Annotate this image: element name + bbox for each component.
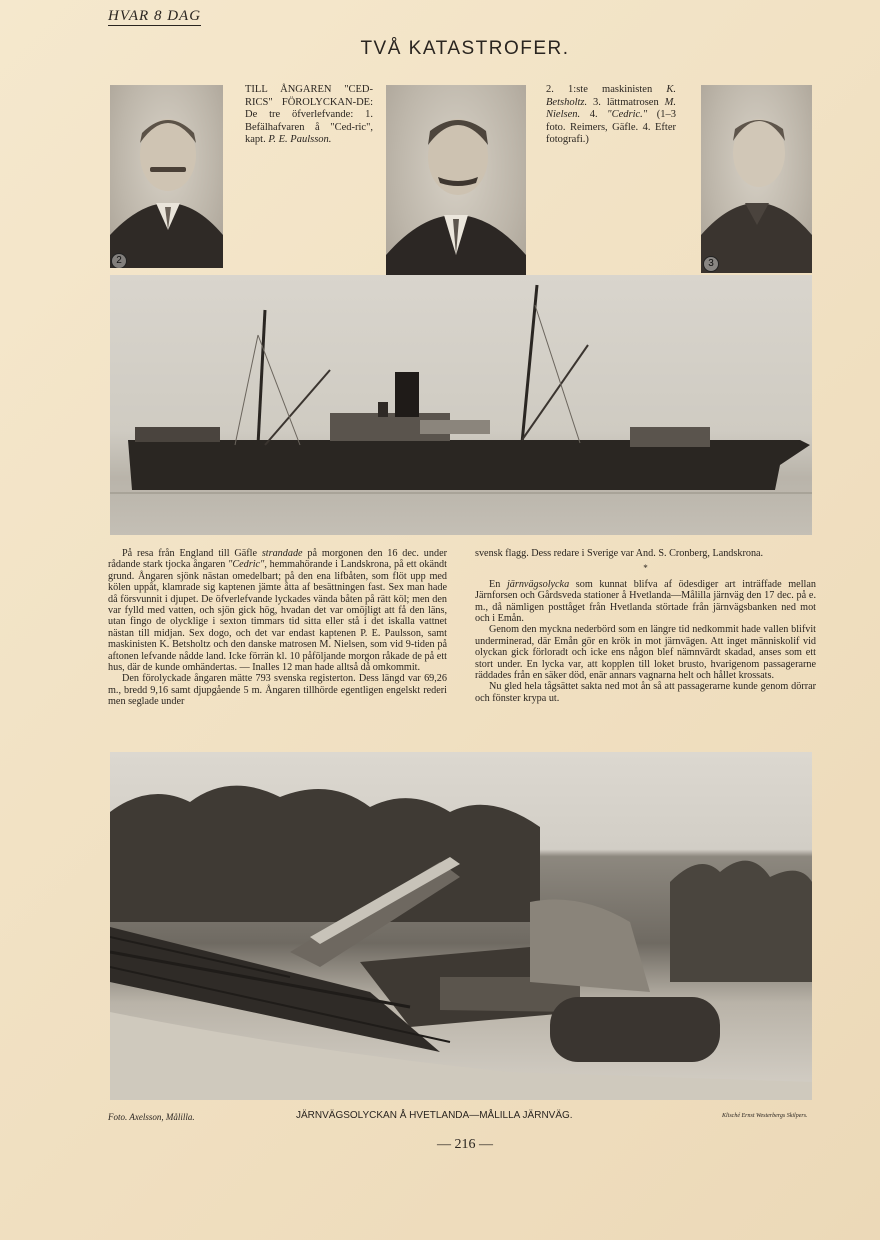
portrait-caption-left [245, 84, 373, 147]
portrait-nielsen [701, 85, 812, 273]
page-number: — 216 — [437, 1137, 493, 1152]
text-run-italic: järnvägsolycka [506, 578, 570, 590]
portrait-drawing [386, 85, 526, 293]
section-divider-star: * [643, 563, 648, 574]
portrait-drawing [110, 85, 223, 268]
text-run: som kunnat blifva af ödesdiger art inträffade mellan Järnforsen och Gårdsveda stationer å Hvetlanda—Målilla järnväg den 17 dec. på e. m., då nämligen posttåget från Hvetlanda störtade från järnvägsbanken ned mot och i Emån. [475, 578, 816, 625]
text-run: En [489, 578, 507, 590]
caption-text: (1–3 foto. Reimers, Gäfle. 4. Efter fotografi.) [546, 109, 677, 145]
article-paragraph: svensk flagg. Dess redare i Sverige var And. S. Cronberg, Landskrona. [475, 548, 764, 559]
article-paragraph: Den förolyckade ångaren mätte 793 svenska registerton. Dess längd var 69,26 m., bredd 9,16 samt djupgående 5 m. Ångaren tillhörde egentligen engelskt rederi men seglade under [108, 673, 447, 708]
caption-text: 4. [580, 109, 608, 120]
printer-credit: Klisché Ernst Westerbergs Skilpers. [722, 1113, 808, 1119]
text-run: , hemmahörande i Landskrona, på ett okändt grund. Ångaren sjönk nästan omedelbart; på den ena lifbåten, som flöt upp med kölen uppåt, klamrade sig kaptenen jämte åtta af besättningen fast. Sex man hade då försvunnit i djupet. De öfverlefvande lyckades vända båten på rätt köl; men den var fylld med vatten, och sjön gick hög, hvadan det var omöjligt att få den läns, utan fingo de olycklige i sexton timmars tid sitta eller stå i det iskalla vattnet nästan till midjan. Sex dogo, och det var endast kaptenen P. E. Paulsson, samt maskinisten K. Betsholtz och den danske matrosen M. Nielsen, som vid 9-tiden på aftonen lefvande nådde land. Icke förrän kl. 10 påföljande morgon råkade de på ett hus, där de kunde omhändertas. — Inalles 12 man hade alltså då omkommit. [108, 559, 447, 674]
caption-name: P. E. Paulsson. [268, 134, 332, 145]
text-run-italic: strandade [261, 548, 303, 559]
train-wreck-photo [110, 752, 812, 1100]
portrait-drawing [701, 85, 812, 273]
page-title: TVÅ KATASTROFER. [360, 38, 570, 59]
portrait-betsholtz [110, 85, 223, 268]
article-column-left [108, 548, 447, 708]
caption-text: TILL ÅNGAREN "CED-RICS" FÖROLYCKAN-DE: De tre öfverlefvande: 1. Befälhafvaren å "Ced-ric", kapt. [245, 84, 373, 145]
photo-credit: Foto. Axelsson, Målilla. [108, 1112, 195, 1122]
caption-name: M. Nielsen. [546, 96, 676, 120]
article-paragraph: Genom den myckna nederbörd som en längre tid nedkommit hade vallen blifvit underminerad, där Emån gör en krök in mot järnvägen. Att inget människolif vid olyckan gick förloradt och icke ens någon blef nämnvärdt skadad, anses som ett stort under. En lycka var, att kopplen till loket brusto, hvarigenom passagerarne räddades från en säker död, enär annars vagnarna helt och hållet krossats. [475, 624, 816, 682]
portrait-caption-right [546, 84, 676, 147]
text-run: på morgonen den 16 dec. under rådande stark tjocka ångaren [108, 548, 447, 571]
wreck-caption: JÄRNVÄGSOLYCKAN Å HVETLANDA—MÅLILLA JÄRNVÄG. [296, 1110, 573, 1121]
portrait-number-badge: 3 [703, 256, 719, 272]
ship-photo [110, 275, 812, 535]
article-column-right [475, 548, 816, 704]
caption-text: 2. 1:ste maskinisten [546, 84, 667, 95]
portrait-paulsson [386, 85, 526, 293]
article-paragraph [475, 579, 816, 625]
article-paragraph: Nu gled hela tågsättet sakta ned mot ån så att passagerarne kunde genom dörrar och fönster krypa ut. [475, 681, 816, 704]
caption-name: "Cedric." [607, 109, 648, 120]
wreck-illustration [110, 752, 812, 1100]
article-paragraph [108, 548, 447, 673]
masthead: HVAR 8 DAG [108, 8, 202, 24]
text-run-italic: "Cedric" [228, 559, 265, 571]
caption-text: 3. lättmatrosen [587, 96, 665, 108]
caption-name: K. Betsholtz. [546, 84, 676, 108]
text-run: På resa från England till Gäfle [122, 548, 262, 559]
ship-illustration [110, 275, 812, 535]
portrait-number-badge: 2 [111, 253, 127, 268]
